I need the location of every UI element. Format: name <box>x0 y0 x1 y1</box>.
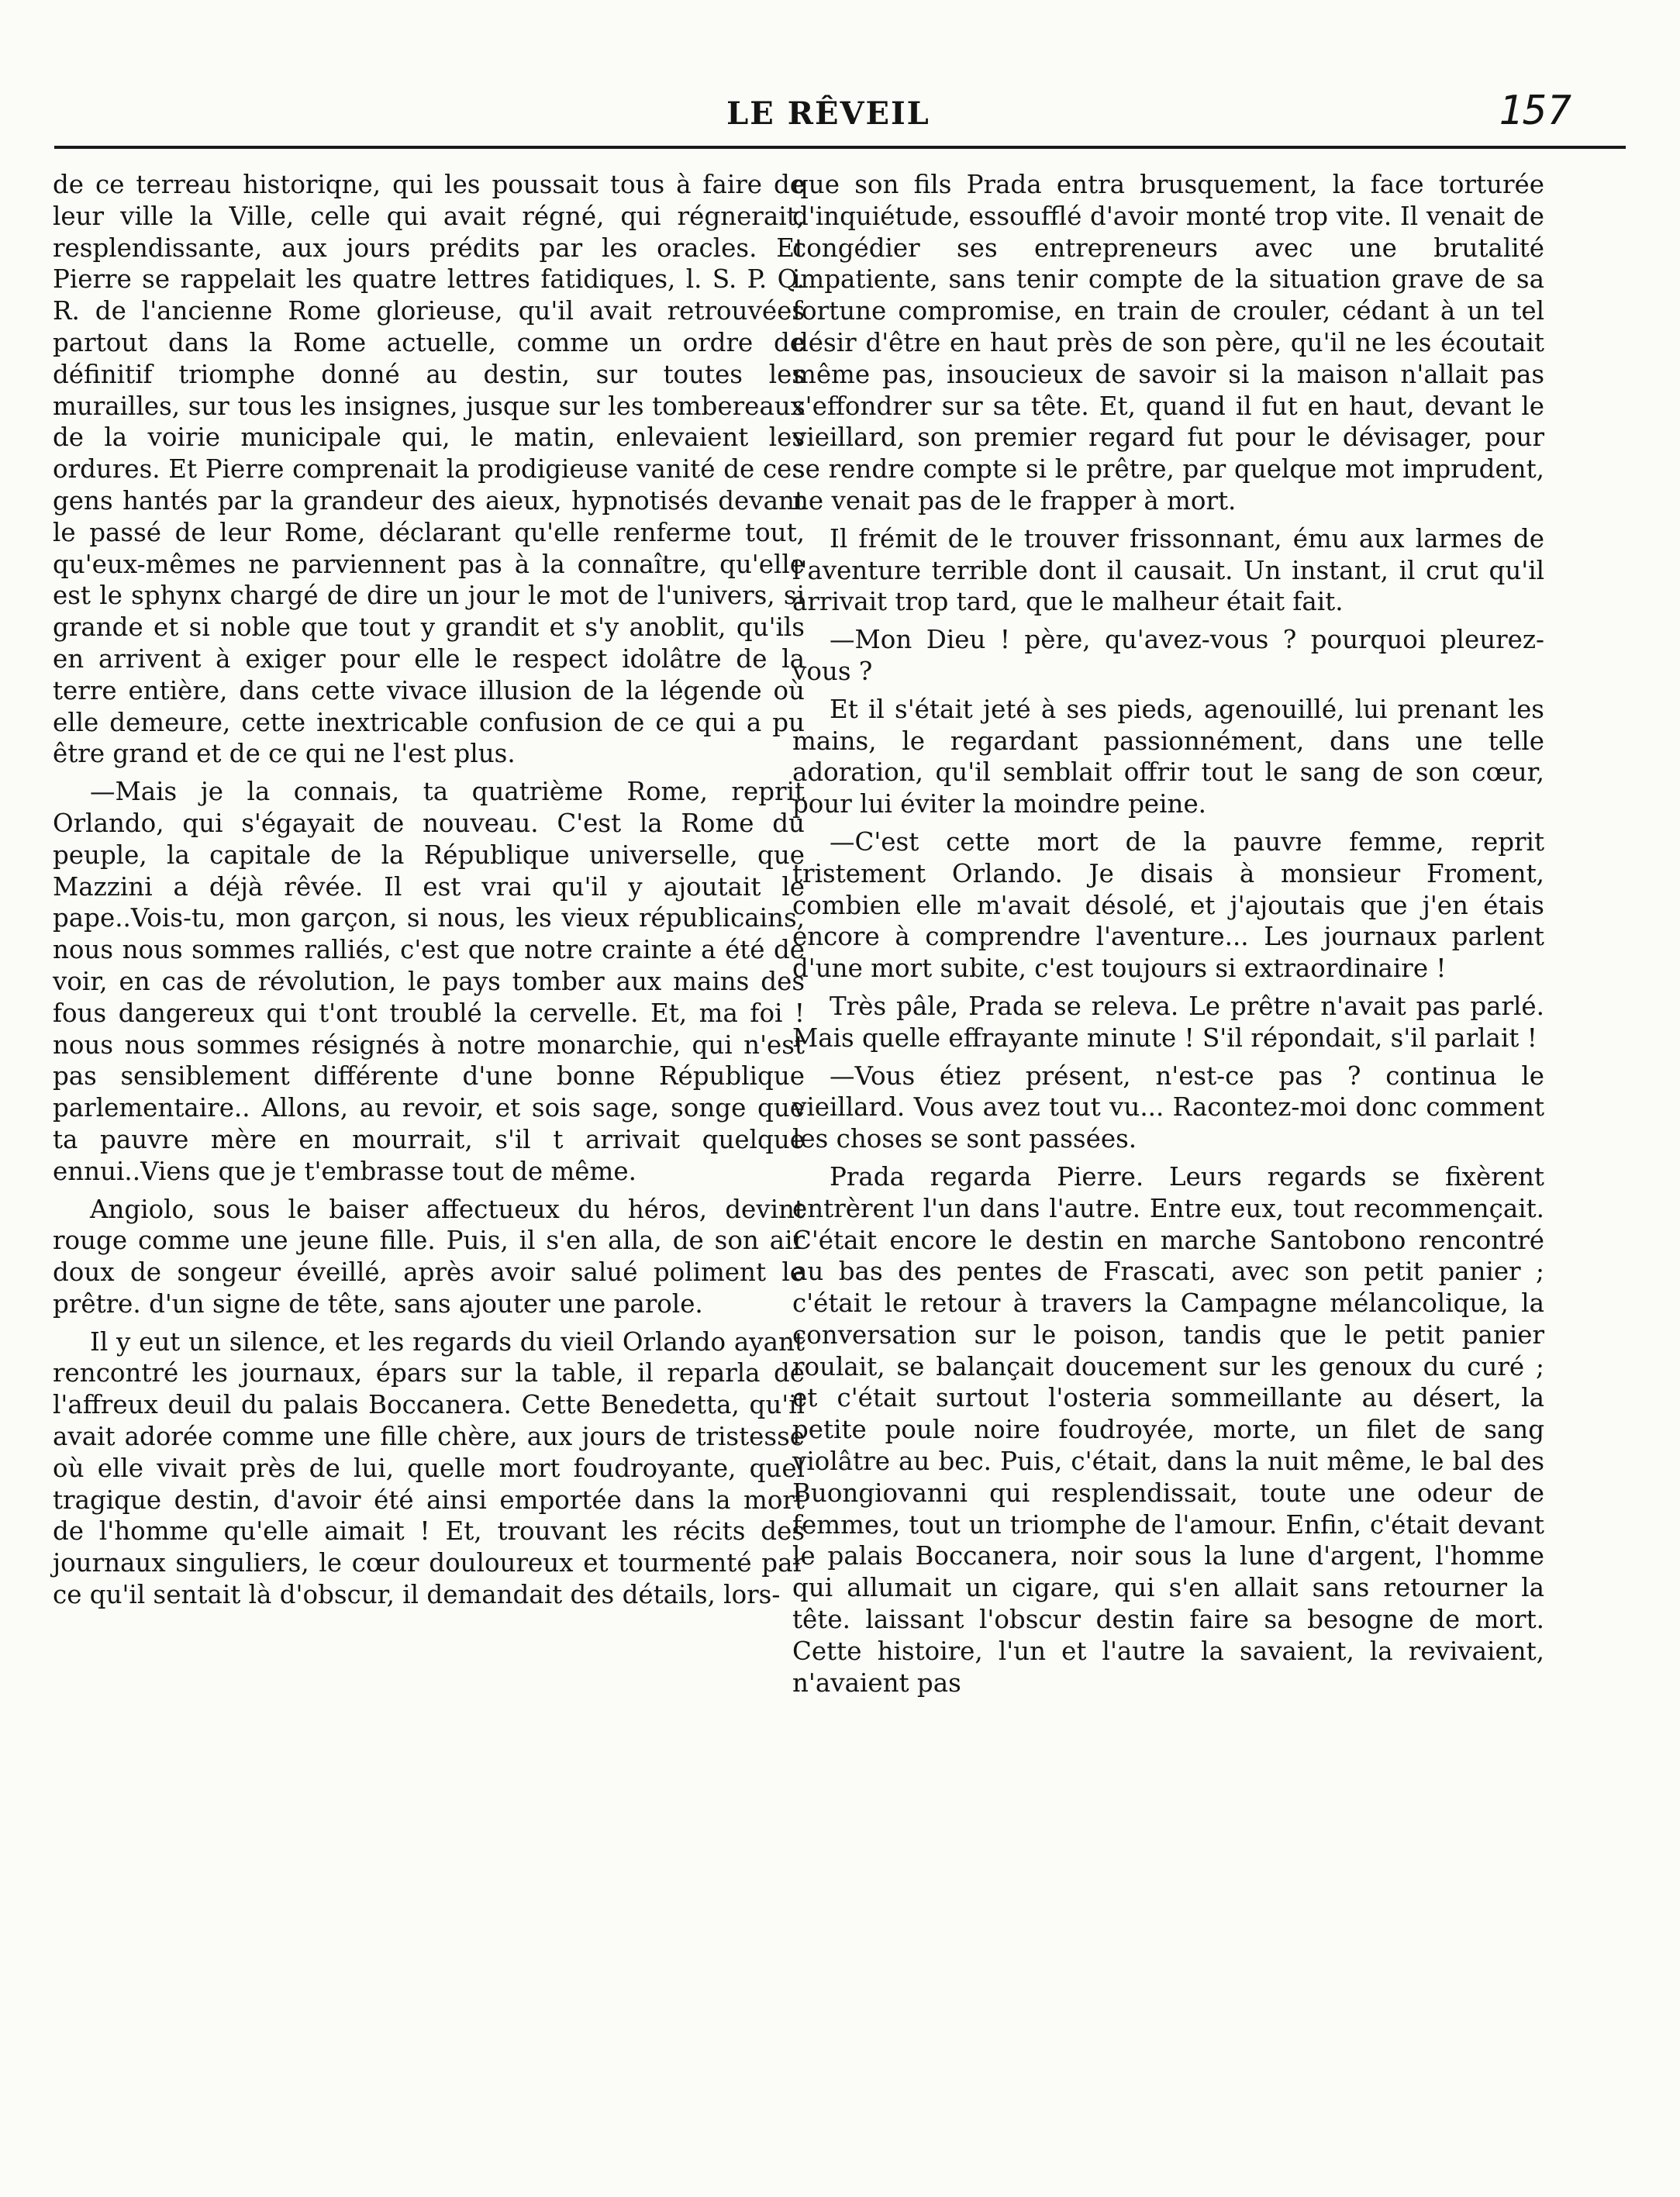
left-column <box>53 169 805 1617</box>
paragraph: de ce terreau historiqne, qui les poussait tous à faire de leur ville la Ville, celle qui avait régné, qui régnerait, resplendissante, aux jours prédits par les oracles. Et Pierre se rappelait les quatre lettres fatidiques, l. S. P. Q. R. de l'ancienne Rome glorieuse, qu'il avait retrouvées partout dans la Rome actuelle, comme un ordre de définitif triomphe donné au destin, sur toutes les murailles, sur tous les insignes, jusque sur les tombereaux de la voirie municipale qui, le matin, enlevaient les ordures. Et Pierre comprenait la prodigieuse vanité de ces gens hantés par la grandeur des aieux, hypnotisés devant le passé de leur Rome, déclarant qu'elle renferme tout, qu'eux-mêmes ne parviennent pas à la connaître, qu'elle est le sphynx chargé de dire un jour le mot de l'univers, si grande et si noble que tout y grandit et s'y anoblit, qu'ils en arrivent à exiger pour elle le respect idolâtre de la terre entière, dans cette vivace illusion de la légende où elle demeure, cette inextricable confusion de ce qui a pu être grand et de ce qui ne l'est plus. <box>53 170 805 769</box>
paragraph: —Mais je la connais, ta quatrième Rome, reprit Orlando, qui s'égayait de nouveau. C'est la Rome du peuple, la capitale de la République universelle, que Mazzini a déjà rêvée. Il est vrai qu'il y ajoutait le pape..Vois-tu, mon garçon, si nous, les vieux républicains, nous nous sommes ralliés, c'est que notre crainte a été de voir, en cas de révolution, le pays tomber aux mains des fous dangereux qui t'ont troublé la cervelle. Et, ma foi ! nous nous sommes résignés à notre monarchie, qui n'est pas sensiblement différente d'une bonne République parlementaire.. Allons, au revoir, et sois sage, songe que ta pauvre mère en mourrait, s'il t arrivait quelque ennui..Viens que je t'embrasse tout de même. <box>53 777 805 1186</box>
paragraph: que son fils Prada entra brusquement, la face torturée d'inquiétude, essoufflé d'avoir monté trop vite. Il venait de congédier ses entrepreneurs avec une brutalité impatiente, sans tenir compte de la situation grave de sa fortune compromise, en train de crouler, cédant à un tel désir d'être en haut près de son père, qu'il ne les écoutait même pas, insoucieux de savoir si la maison n'allait pas s'effondrer sur sa tête. Et, quand il fut en haut, devant le vieillard, son premier regard fut pour le dévisager, pour se rendre compte si le prêtre, par quelque mot imprudent, ne venait pas de le frapper à mort. <box>792 170 1544 516</box>
paragraph: Très pâle, Prada se releva. Le prêtre n'avait pas parlé. Mais quelle effrayante minute ! S'il répondait, s'il parlait ! <box>792 991 1544 1053</box>
header-rule <box>54 146 1626 149</box>
paragraph: Il frémit de le trouver frissonnant, ému aux larmes de l'aventure terrible dont il causait. Un instant, il crut qu'il arrivait trop tard, que le malheur était fait. <box>792 523 1544 617</box>
paragraph: —Mon Dieu ! père, qu'avez-vous ? pourquoi pleurez-vous ? <box>792 625 1544 686</box>
paragraph: —Vous étiez présent, n'est-ce pas ? continua le vieillard. Vous avez tout vu... Racontez-moi donc comment les choses se sont passées. <box>792 1061 1544 1154</box>
paragraph: Angiolo, sous le baiser affectueux du héros, devint rouge comme une jeune fille. Puis, il s'en alla, de son air doux de songeur éveillé, après avoir salué poliment le prêtre. d'un signe de tête, sans ajouter une parole. <box>53 1194 805 1319</box>
right-column <box>792 169 1544 1705</box>
paragraph: —C'est cette mort de la pauvre femme, reprit tristement Orlando. Je disais à monsieur Froment, combien elle m'avait désolé, et j'ajoutais que j'en étais encore à comprendre l'aventure... Les journaux parlent d'une mort subite, c'est toujours si extraordinaire ! <box>792 826 1544 984</box>
paragraph: Prada regarda Pierre. Leurs regards se fixèrent entrèrent l'un dans l'autre. Entre eux, tout recommençait. C'était encore le destin en marche Santobono rencontré au bas des pentes de Frascati, avec son petit panier ; c'était le retour à travers la Campagne mélancolique, la conversation sur le poison, tandis que le petit panier roulait, se balançait doucement sur les genoux du curé ; et c'était surtout l'osteria sommeillante au désert, la petite poule noire foudroyée, morte, un filet de sang violâtre au bec. Puis, c'était, dans la nuit même, le bal des Buongiovanni qui resplendissait, toute une odeur de femmes, tout un triomphe de l'amour. Enfin, c'était devant le palais Boccanera, noir sous la lune d'argent, l'homme qui allumait un cigare, qui s'en allait sans retourner la tête. laissant l'obscur destin faire sa besogne de mort. Cette histoire, l'un et l'autre la savaient, la revivaient, n'avaient pas <box>792 1161 1544 1698</box>
paragraph: Et il s'était jeté à ses pieds, agenouillé, lui prenant les mains, le regardant passionnément, dans une telle adoration, qu'il semblait offrir tout le sang de son cœur, pour lui éviter la moindre peine. <box>792 694 1544 819</box>
page-number: 157 <box>1499 88 1571 134</box>
running-title: LE RÊVEIL <box>726 95 930 132</box>
page-header <box>54 81 1602 143</box>
paragraph: Il y eut un silence, et les regards du vieil Orlando ayant rencontré les journaux, épars sur la table, il reparla de l'affreux deuil du palais Boccanera. Cette Benedetta, qu'il avait adorée comme une fille chère, aux jours de tristesse où elle vivait près de lui, quelle mort foudroyante, quel tragique destin, d'avoir été ainsi emportée dans la mort de l'homme qu'elle aimait ! Et, trouvant les récits des journaux singuliers, le cœur douloureux et tourmenté par ce qu'il sentait là d'obscur, il demandait des détails, lors- <box>53 1326 805 1610</box>
